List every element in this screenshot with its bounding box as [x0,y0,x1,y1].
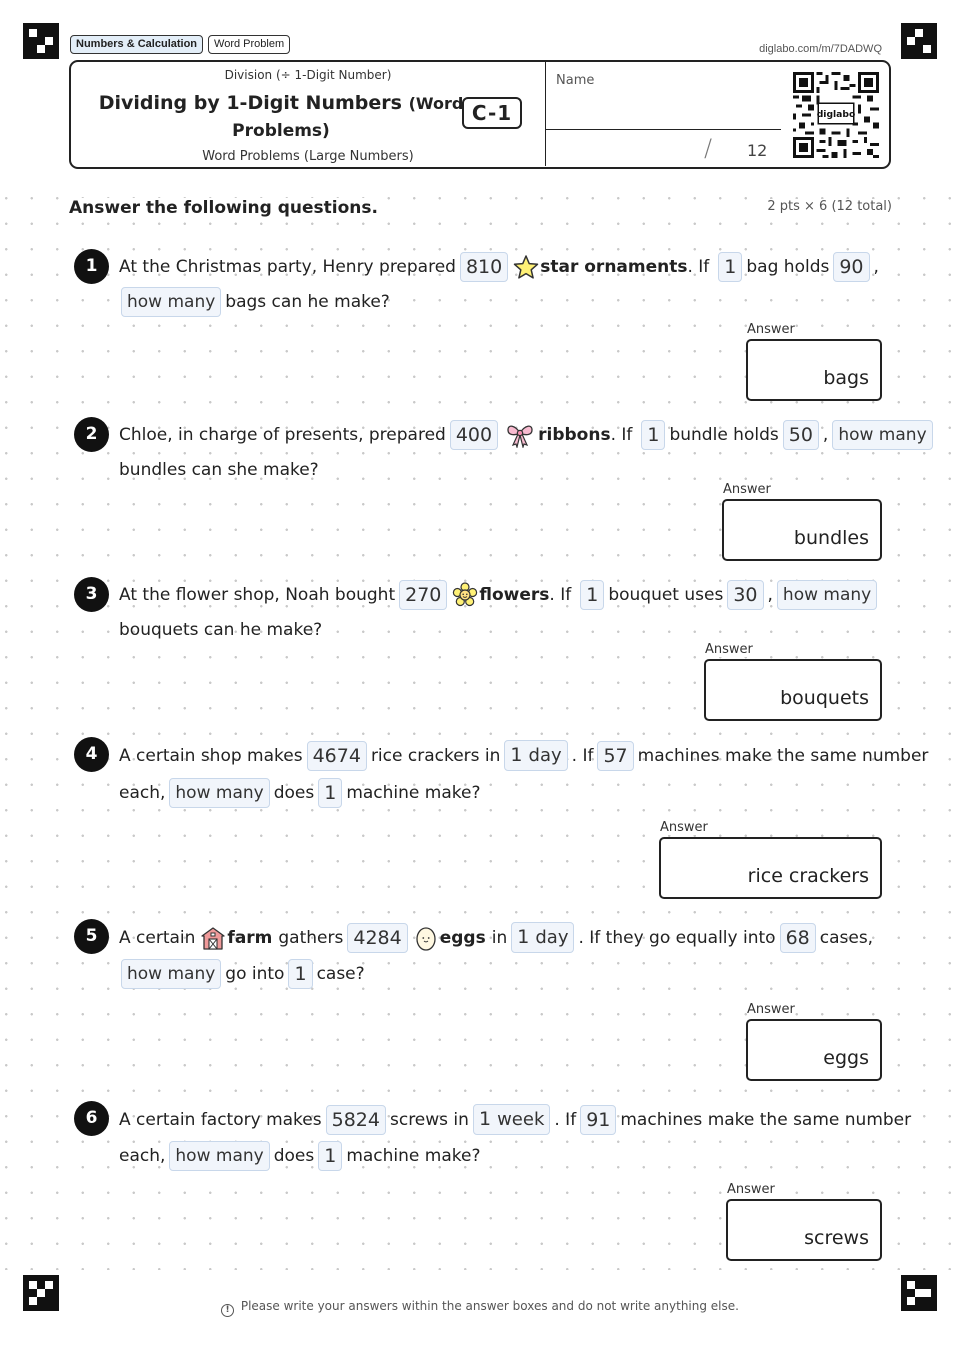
number-box: 400 [450,420,498,450]
question-line-1 [119,420,937,450]
answer-box[interactable] [704,659,882,721]
header-subtitle: Division (÷ 1-Digit Number) [224,68,392,82]
question-number: 1 [74,249,109,284]
question-text: screws in [389,1109,469,1130]
answer-unit: bags [823,367,869,389]
answer-unit: screws [804,1227,869,1249]
question-text: bags can he make? [225,292,390,312]
number-box: 4674 [307,741,367,771]
question-number: 2 [74,417,109,452]
answer-label: Answer [727,1182,775,1197]
question-text: bundles can she make? [119,460,319,480]
how-many-box: how many [832,420,932,450]
ribbon-icon [503,422,537,448]
corner-marker-top-right [901,23,937,59]
answer-box[interactable] [726,1199,882,1261]
answer-unit: rice crackers [747,865,869,887]
number-unit: week [497,1109,545,1130]
question-number: 3 [74,577,109,612]
name-divider [546,129,781,130]
title-paren-open: (Word [408,94,464,113]
question-text: . If they go equally into [578,927,776,948]
question-line-1 [119,1104,911,1135]
question-number: 5 [74,919,109,954]
answer-box[interactable] [746,1019,882,1081]
item-noun: eggs [439,927,486,948]
answer-label: Answer [747,322,795,337]
number-box: 57 [597,741,633,771]
flower-icon [452,582,478,608]
how-many-box: how many [169,1141,269,1171]
answer-box[interactable] [659,837,882,899]
answer-label: Answer [747,1002,795,1017]
question-text: go into [225,964,285,984]
question-text: machine make? [346,1146,481,1166]
number-unit: day [535,927,569,948]
question-text: . If [571,745,594,766]
question-text: machines make the same number [637,745,929,766]
number-box: 810 [460,252,508,282]
footer-text: Please write your answers within the answer boxes and do not write anything else. [240,1299,739,1313]
question-text: machine make? [346,783,481,803]
question-text: does [273,1146,315,1166]
question-text: bouquets can he make? [119,620,323,640]
answer-label: Answer [723,482,771,497]
question-text: case? [316,964,365,984]
name-label: Name [556,73,595,88]
how-many-box: how many [777,580,877,610]
question-text: , [767,585,773,605]
number-box: 1 [288,959,312,989]
question-line-2 [119,460,319,480]
question-text: gathers [278,927,344,948]
how-many-box: how many [121,959,221,989]
question-text: . If [554,1109,577,1130]
question-text: At the flower shop, Noah bought [119,585,396,605]
question-text: each, [119,783,166,803]
barn-icon [200,925,226,951]
number-unit-box [511,922,574,953]
item-noun: farm [227,927,273,948]
number-value: 1 [517,926,530,948]
score-slash: / [704,134,713,162]
number-box: 91 [580,1105,616,1135]
question-text: bouquet uses [608,585,724,605]
answer-unit: eggs [823,1047,869,1069]
qr-label: diglabo [816,109,856,121]
title-main: Dividing by 1-Digit Numbers [98,92,402,114]
star-icon [513,254,539,280]
question-text: . If [610,425,633,445]
question-text: , [873,257,879,277]
number-value: 1 [478,1108,492,1130]
number-box: 4284 [347,923,407,953]
item-noun: star ornaments [540,257,688,277]
item-noun: ribbons [538,425,611,445]
question-text: machines make the same number [620,1109,912,1130]
number-box: 1 [318,778,342,808]
question-line-2 [119,1141,480,1171]
question-text: cases, [819,927,874,948]
instructions: Answer the following questions. [69,198,382,218]
title-paren-close: Problems) [232,121,330,141]
question-text: At the Christmas party, Henry prepared [119,257,456,277]
number-box: 270 [399,580,447,610]
egg-icon [413,925,439,951]
question-text: . If [549,585,572,605]
question-text: . If [687,257,710,277]
question-line-2 [119,620,322,640]
tag-list [70,35,290,54]
question-number: 4 [74,737,109,772]
header-topic: Word Problems (Large Numbers) [202,149,414,164]
footer-note [0,1299,960,1317]
answer-label: Answer [705,642,753,657]
question-text: A certain shop makes [119,745,303,766]
answer-box[interactable] [722,499,882,561]
worksheet-code: C-1 [462,97,522,129]
question-line-1 [119,580,881,610]
number-box: 1 [580,580,604,610]
site-url: diglabo.com/m/7DADWQ [759,43,882,55]
name-area [545,62,781,166]
question-line-2 [119,287,390,317]
question-text: A certain [119,927,196,948]
question-line-2 [119,778,480,808]
number-box: 5824 [326,1105,386,1135]
how-many-box: how many [121,287,221,317]
answer-unit: bouquets [780,687,869,709]
number-box: 50 [783,420,819,450]
worksheet-header [69,60,891,169]
question-text: each, [119,1146,166,1166]
tag-secondary: Word Problem [208,35,290,54]
item-noun: flowers [479,585,550,605]
points-info: 2 pts × 6 (12 total) [767,199,892,214]
question-text: , [822,425,829,445]
number-unit-box [504,740,567,771]
question-number: 6 [74,1101,109,1136]
number-box: 68 [780,923,816,953]
number-unit-box [473,1104,550,1135]
number-box: 90 [833,252,869,282]
corner-marker-top-left [23,23,59,59]
qr-code-icon [793,72,879,158]
question-text: does [273,783,315,803]
question-line-1 [119,740,928,771]
answer-box[interactable] [746,339,882,401]
number-box: 30 [727,580,763,610]
question-text: bundle holds [669,425,779,445]
how-many-box: how many [169,778,269,808]
question-text: rice crackers in [370,745,501,766]
number-box: 1 [718,252,742,282]
question-line-1 [119,252,879,282]
number-box: 1 [641,420,665,450]
answer-unit: bundles [793,527,869,549]
score-total: 12 [747,141,768,160]
warning-icon: ! [221,1304,234,1317]
question-text: Chloe, in charge of presents, prepared [119,425,446,445]
number-box: 1 [318,1141,342,1171]
question-line-1 [119,922,873,953]
answer-label: Answer [660,820,708,835]
number-value: 1 [510,744,523,766]
question-text: bag holds [746,257,830,277]
page-title [91,90,471,145]
question-text: A certain factory makes [119,1109,322,1130]
question-line-2 [119,959,365,989]
tag-primary: Numbers & Calculation [70,35,203,54]
number-unit: day [528,745,562,766]
header-title-area [71,62,545,166]
question-text: in [491,927,508,948]
